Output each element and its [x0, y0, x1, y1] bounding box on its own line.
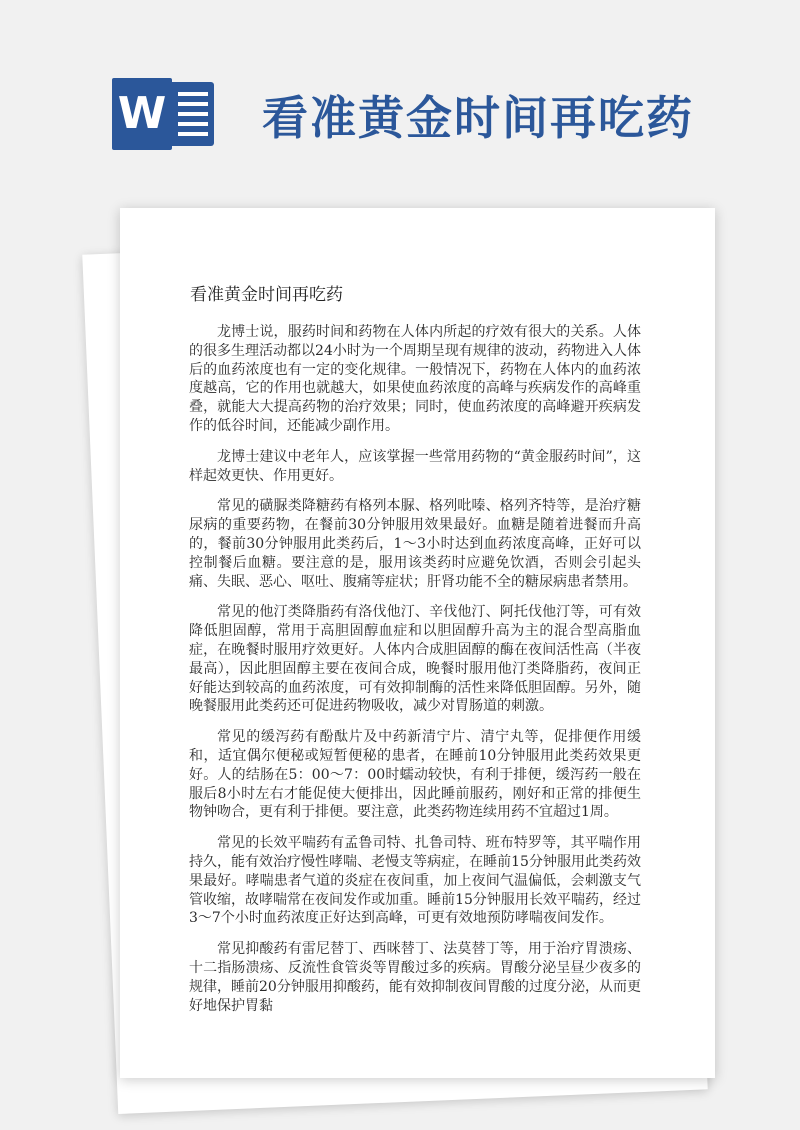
paragraph: 常见的他汀类降脂药有洛伐他汀、辛伐他汀、阿托伐他汀等，可有效降低胆固醇，常用于高胆固醇血症和以胆固醇升高为主的混合型高脂血症，在晚餐时服用疗效更好。人体内合成胆固醇的酶在夜间活性高（半夜最高），因此胆固醇主要在夜间合成，晚餐时服用他汀类降脂药，夜间正好能达到较高的血药浓度，可有效抑制酶的活性来降低胆固醇。另外，随晚餐服用此类药还可促进药物吸收，减少对胃肠道的刺激。 — [189, 604, 641, 715]
document-title: 看准黄金时间再吃药 — [190, 285, 343, 305]
document-body — [189, 323, 641, 1027]
paragraph: 龙博士建议中老年人，应该掌握一些常用药物的“黄金服药时间”，这样起效更快、作用更好。 — [189, 448, 641, 484]
paragraph: 常见的缓泻药有酚酞片及中药新清宁片、清宁丸等，促排便作用缓和，适宜偶尔便秘或短暂便秘的患者，在睡前10分钟服用此类药效果更好。人的结肠在5：00～7：00时蠕动较快，有利于排便，缓泻药一般在服后8小时左右才能促使大便排出，因此睡前服药，刚好和正常的排便生物钟吻合，更有利于排便。要注意，此类药物连续用药不宜超过1周。 — [189, 729, 641, 821]
paragraph: 常见的长效平喘药有孟鲁司特、扎鲁司特、班布特罗等，其平喘作用持久，能有效治疗慢性哮喘、老慢支等病症，在睡前15分钟服用此类药效果最好。哮喘患者气道的炎症在夜间重，加上夜间气温偏低，会刺激支气管收缩，故哮喘常在夜间发作或加重。睡前15分钟服用长效平喘药，经过3～7个小时血药浓度正好达到高峰，可更有效地预防哮喘夜间发作。 — [189, 835, 641, 927]
word-app-icon — [112, 78, 216, 152]
paragraph: 龙博士说，服药时间和药物在人体内所起的疗效有很大的关系。人体的很多生理活动都以24小时为一个周期呈现有规律的波动，药物进入人体后的血药浓度也有一定的变化规律。一般情况下，药物在人体内的血药浓度越高，它的作用也就越大，如果使血药浓度的高峰与疾病发作的高峰重叠，就能大大提高药物的治疗效果；同时，使血药浓度的高峰避开疾病发作的低谷时间，还能减少副作用。 — [189, 324, 641, 434]
paragraph: 常见的磺脲类降糖药有格列本脲、格列吡嗪、格列齐特等，是治疗糖尿病的重要药物，在餐前30分钟服用效果最好。血糖是随着进餐而升高的，餐前30分钟服用此类药后，1～3小时达到血药浓度高峰，正好可以控制餐后血糖。要注意的是，服用该类药时应避免饮酒，否则会引起头痛、失眠、恶心、呕吐、腹痛等症状；肝肾功能不全的糖尿病患者禁用。 — [189, 498, 641, 590]
word-logo-letter: W — [112, 78, 172, 150]
banner-title: 看准黄金时间再吃药 — [262, 91, 694, 145]
document-page — [120, 208, 715, 1078]
paragraph: 常见抑酸药有雷尼替丁、西咪替丁、法莫替丁等，用于治疗胃溃疡、十二指肠溃疡、反流性食管炎等胃酸过多的疾病。胃酸分泌呈昼少夜多的规律，睡前20分钟服用抑酸药，能有效抑制夜间胃酸的过度分泌，从而更好地保护胃黏 — [189, 941, 641, 1014]
